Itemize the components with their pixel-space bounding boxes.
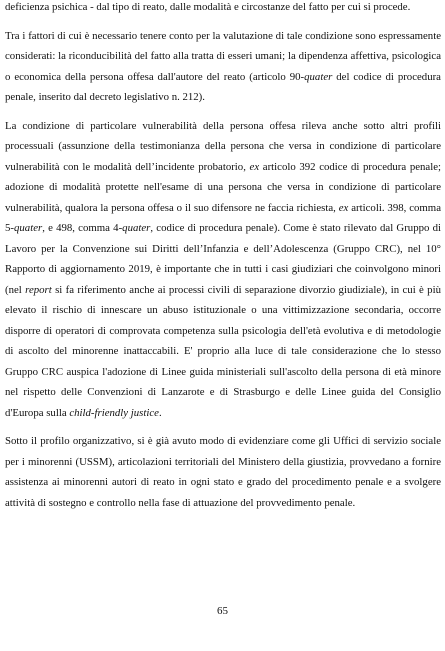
text-run: articoli. 398, comma 5- <box>5 201 441 234</box>
text-run: del codice di procedura penale, inserito dal decreto legislativo n. 212). <box>5 70 441 103</box>
italic-text-run: quater <box>14 222 43 234</box>
italic-text-run: ex <box>338 201 349 214</box>
text-run: si fa riferimento anche ai processi civili di separazione divorzio giudiziale), in cui è più elevato il rischio di innescare un abuso istituzionale o una vittimizzazione secondaria, occorre disporre di operatori di comprovata competenza sulla psicologia dell'età evolutiva e di metodologie di ascolto del minorenne inattaccabili. E' proprio alla luce di tale considerazione che lo stesso Gruppo CRC auspica l'adozione di Linee guida ministeriali sull'ascolto della persona di età minore nel rispetto delle Convenzioni di Lanzarote e di Strasburgo e delle Linee guida del Consiglio d'Europa sulla <box>5 283 441 419</box>
italic-text-run: ex <box>249 160 260 173</box>
paragraph <box>5 0 441 18</box>
paragraph <box>5 431 441 513</box>
text-run: Tra i fattori di cui è necessario tenere conto per la valutazione di tale condizione sono espressamente considerati: la riconducibilità del fatto alla tratta di esseri umani; la dipendenza affettiva, psicologica o economica della persona offesa dall'autore del reato (articolo 90- <box>5 29 441 83</box>
text-run: Sotto il profilo organizzativo, si è già avuto modo di evidenziare come gli Uffici di servizio sociale per i minorenni (USSM), articolazioni territoriali del Ministero della giustizia, provvedano a fornire assistenza ai minorenni autori di reato in ogni stato e grado del procedimento penale e a svolgere attività di sostegno e controllo nella fase di attuazione del provvedimento penale. <box>5 435 441 509</box>
body-text <box>5 0 441 521</box>
paragraph <box>5 26 441 108</box>
text-run: articolo 392 codice di procedura penale; adozione di modalità protette nell'esame di una persona che versa in condizione di particolare vulnerabilità, qualora la persona offesa o il suo difensore ne faccia richiesta, <box>5 160 441 214</box>
text-run: , e 498, comma 4- <box>42 222 123 234</box>
text-run: , codice di procedura penale). Come è stato rilevato dal Gruppo di Lavoro per la Convenzione sui Diritti dell’Infanzia e dell’Adolescenza (Gruppo CRC), nel 10° Rapporto di aggiornamento 2019, è importante che in tutti i casi giudiziari che coinvolgono minori (nel <box>5 222 441 296</box>
italic-text-run: child-friendly justice <box>69 406 159 419</box>
italic-text-run: quater <box>304 70 333 83</box>
text-run: La condizione di particolare vulnerabilità della persona offesa rileva anche sotto altri profili processuali (assunzione della testimonianza della persona che versa in condizione di particolare vulnerabilità con le modalità dell’incidente probatorio, <box>5 119 441 173</box>
italic-text-run: report <box>25 283 52 296</box>
text-run: . <box>158 406 162 419</box>
italic-text-run: quater <box>122 222 151 234</box>
page-number: 65 <box>217 605 228 617</box>
paragraph <box>5 116 441 424</box>
text-run: deficienza psichica - dal tipo di reato, dalle modalità e circostanze del fatto per cui si procede. <box>5 1 411 13</box>
